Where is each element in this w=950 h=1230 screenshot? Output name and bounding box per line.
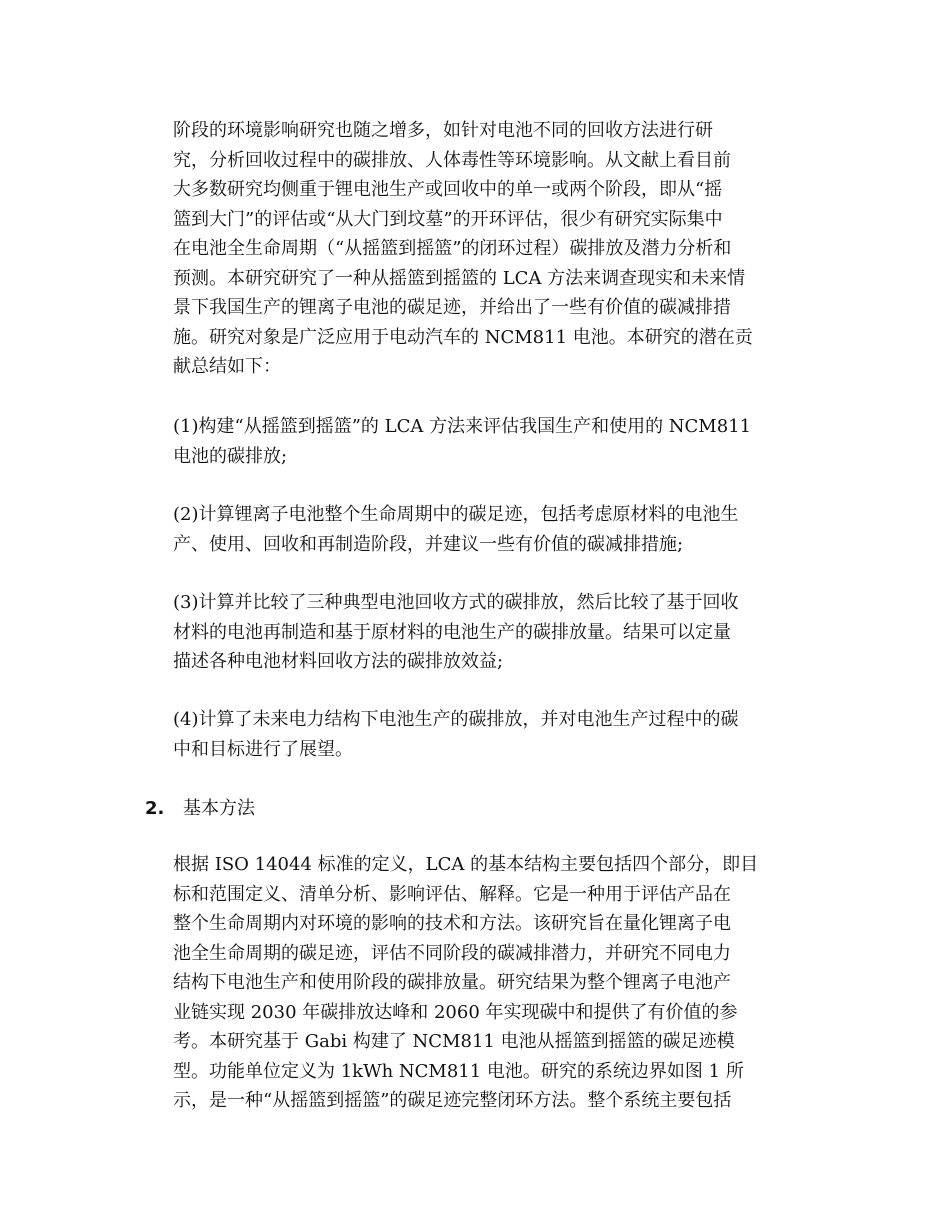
text-line: 电池的碳排放; — [173, 445, 288, 467]
text-line: 景下我国生产的锂离子电池的碳足迹，并给出了一些有价值的碳减排措 — [173, 297, 731, 318]
text-line: 结构下电池生产和使用阶段的碳排放量。研究结果为整个锂离子电池产 — [173, 972, 731, 993]
text-line: 中和目标进行了展望。 — [173, 738, 353, 760]
text-line: 描述各种电池材料回收方法的碳排放效益; — [173, 651, 504, 672]
text-line: (3)计算并比较了三种典型电池回收方式的碳排放，然后比较了基于回收 — [173, 592, 739, 613]
contribution-item-2 — [173, 500, 783, 559]
text-line: 标和范围定义、清单分析、影响评估、解释。它是一种用于评估产品在 — [173, 883, 731, 905]
text-line: 考。本研究基于 Gabi 构建了 NCM811 电池从摇篮到摇篮的碳足迹模 — [173, 1031, 735, 1052]
text-line: 业链实现 2030 年碳排放达峰和 2060 年实现碳中和提供了有价值的参 — [173, 1001, 738, 1023]
contribution-item-1 — [173, 412, 783, 471]
text-line: 阶段的环境影响研究也随之增多，如针对电池不同的回收方法进行研 — [173, 120, 713, 141]
section-heading — [145, 794, 255, 823]
section-title: 基本方法 — [183, 798, 255, 819]
text-line: 预测。本研究研究了一种从摇篮到摇篮的 LCA 方法来调查现实和未来情 — [173, 267, 746, 289]
text-line: 篮到大门”的评估或“从大门到坟墓”的开环评估，很少有研究实际集中 — [173, 208, 723, 230]
text-line: 产、使用、回收和再制造阶段，并建议一些有价值的碳减排措施; — [173, 533, 684, 555]
contribution-item-3 — [173, 588, 783, 677]
intro-paragraph — [173, 116, 783, 382]
text-line: 材料的电池再制造和基于原材料的电池生产的碳排放量。结果可以定量 — [173, 621, 731, 643]
text-line: 施。研究对象是广泛应用于电动汽车的 NCM811 电池。本研究的潜在贡 — [173, 326, 753, 348]
section-2-paragraph — [173, 850, 783, 1116]
text-line: 究，分析回收过程中的碳排放、人体毒性等环境影响。从文献上看目前 — [173, 149, 731, 171]
text-line: 献总结如下： — [173, 356, 281, 377]
text-line: (2)计算锂离子电池整个生命周期中的碳足迹，包括考虑原材料的电池生 — [173, 504, 739, 525]
text-line: 在电池全生命周期（“从摇篮到摇篮”的闭环过程）碳排放及潜力分析和 — [173, 238, 732, 259]
text-line: (4)计算了未来电力结构下电池生产的碳排放，并对电池生产过程中的碳 — [173, 709, 739, 730]
text-line: 整个生命周期内对环境的影响的技术和方法。该研究旨在量化锂离子电 — [173, 913, 731, 934]
text-line: 根据 ISO 14044 标准的定义，LCA 的基本结构主要包括四个部分，即目 — [173, 854, 759, 875]
contribution-item-4 — [173, 705, 783, 764]
section-number: 2. — [145, 798, 165, 819]
text-line: 池全生命周期的碳足迹，评估不同阶段的碳减排潜力，并研究不同电力 — [173, 942, 731, 964]
text-line: 示，是一种“从摇篮到摇篮”的碳足迹完整闭环方法。整个系统主要包括 — [173, 1090, 732, 1111]
text-line: (1)构建“从摇篮到摇篮”的 LCA 方法来评估我国生产和使用的 NCM811 — [173, 416, 752, 437]
text-line: 型。功能单位定义为 1kWh NCM811 电池。研究的系统边界如图 1 所 — [173, 1060, 744, 1082]
text-line: 大多数研究均侧重于锂电池生产或回收中的单一或两个阶段，即从“摇 — [173, 179, 723, 200]
